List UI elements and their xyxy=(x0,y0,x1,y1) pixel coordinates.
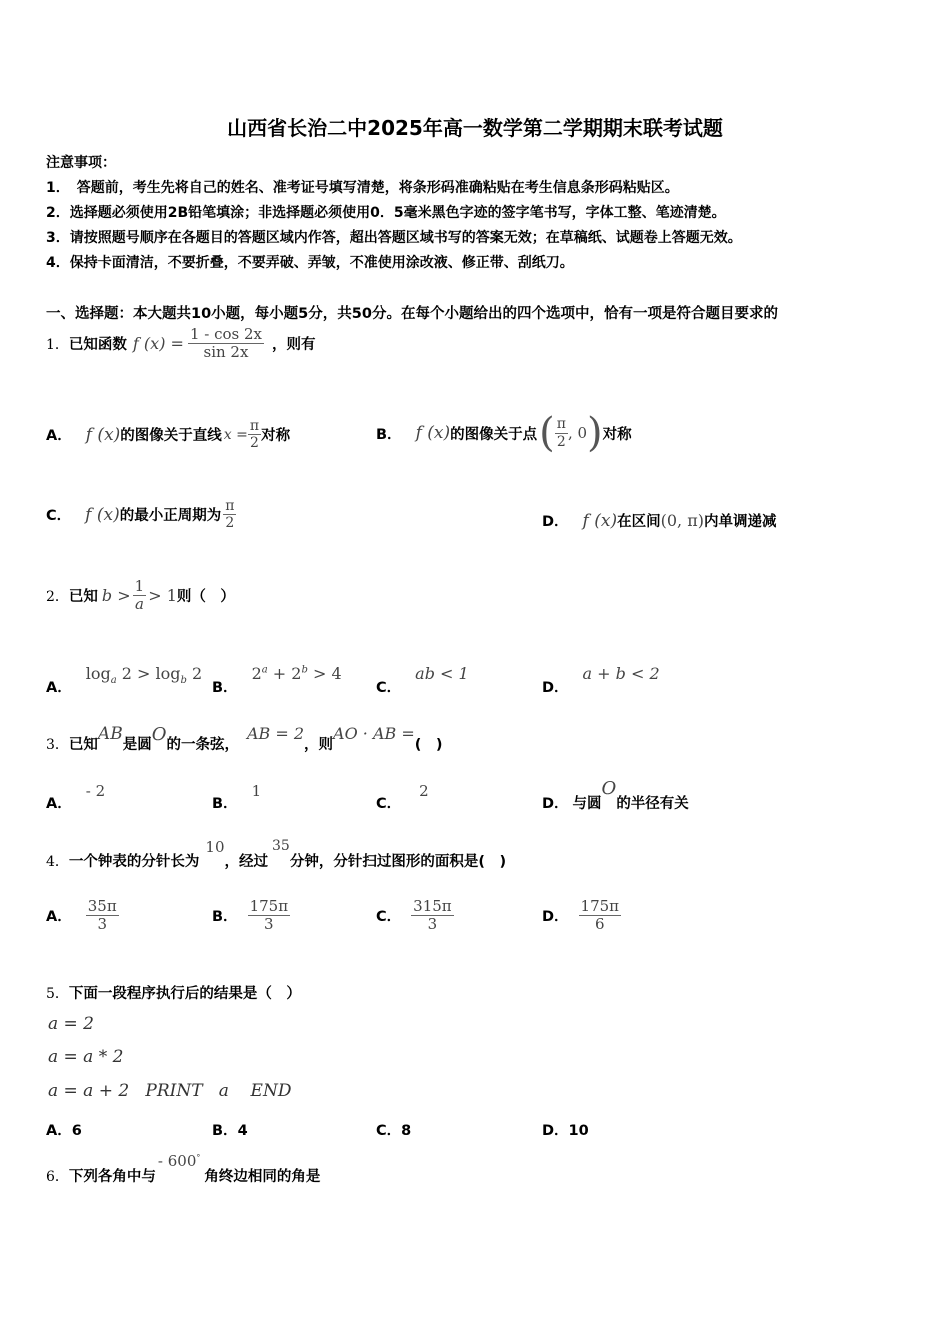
fraction xyxy=(188,326,264,362)
fraction-numerator: 315π xyxy=(413,897,452,915)
fraction xyxy=(133,578,147,614)
interval: (0, π) xyxy=(660,511,704,530)
function-expr: f (x) xyxy=(85,424,121,445)
question-text: 下面一段程序执行后的结果是（ ） xyxy=(68,986,301,1002)
subscript: a xyxy=(110,675,117,687)
option-text: 内单调递减 xyxy=(703,514,777,530)
fraction xyxy=(579,898,622,934)
math-expr: ab < 1 xyxy=(415,664,469,683)
option-b[interactable] xyxy=(376,410,632,456)
option-label: A． xyxy=(46,796,72,812)
question-text: ，则有 xyxy=(272,337,316,354)
math-value: 10 xyxy=(205,838,225,856)
option-text: 的图像关于点 xyxy=(450,426,538,443)
option-label: A． xyxy=(46,680,72,696)
option-text: 的半径有关 xyxy=(616,796,689,812)
answer-value: 2 xyxy=(419,782,429,800)
option-label: B． xyxy=(212,796,238,812)
option-text: 的图像关于直线 xyxy=(120,428,222,445)
answer-value: - 2 xyxy=(85,782,106,800)
option-text: 与圆 xyxy=(572,796,602,812)
fraction-denominator: 3 xyxy=(427,915,438,934)
option-label: D． xyxy=(542,514,569,530)
option-label: D． xyxy=(542,1123,569,1139)
question-number: 5． xyxy=(46,986,69,1002)
left-paren: ( xyxy=(539,410,555,456)
fraction-numerator: 35π xyxy=(87,897,117,915)
question-text: 已知 xyxy=(68,737,98,753)
option-label: C． xyxy=(376,680,402,696)
math-part: 2 xyxy=(186,664,203,683)
option-label: D． xyxy=(542,680,569,696)
option-label: B． xyxy=(376,426,402,443)
fraction xyxy=(248,418,261,451)
math-expr: AO · AB = xyxy=(333,724,415,743)
option-text: 对称 xyxy=(261,428,291,445)
function-expr: f (x) = xyxy=(132,334,184,354)
option-c[interactable] xyxy=(376,782,429,813)
right-paren: ) xyxy=(587,410,603,456)
fraction-denominator: 2 xyxy=(250,435,259,452)
option-b[interactable] xyxy=(212,898,290,934)
option-a[interactable] xyxy=(46,664,202,697)
fraction xyxy=(248,898,291,934)
question-text: ，经过 xyxy=(224,854,269,870)
fraction-denominator: 6 xyxy=(595,915,605,934)
question-number: 3． xyxy=(46,737,69,753)
question-number: 4． xyxy=(46,854,69,870)
option-a[interactable] xyxy=(46,1119,82,1140)
math-expr: a + b < 2 xyxy=(582,664,660,683)
fraction-denominator: 3 xyxy=(97,915,107,934)
fraction xyxy=(223,498,236,531)
answer-value: 10 xyxy=(568,1123,589,1139)
question-number: 2． xyxy=(46,588,69,605)
option-b[interactable] xyxy=(212,664,342,697)
math-expr: b > xyxy=(101,586,131,606)
option-d[interactable] xyxy=(542,778,689,813)
section-heading: 一、选择题：本大题共10小题，每小题5分，共50分。在每个小题给出的四个选项中，恰有一项是符合题目要求的 xyxy=(46,306,778,322)
math-expr xyxy=(252,664,342,683)
math-expr: O xyxy=(151,724,167,745)
option-c[interactable] xyxy=(376,1119,411,1140)
fraction-numerator: 175π xyxy=(580,897,620,915)
math-part: 2 > log xyxy=(116,664,181,683)
option-c[interactable] xyxy=(46,498,236,531)
superscript: b xyxy=(301,664,308,676)
code-line: a = a * 2 xyxy=(48,1047,124,1067)
option-text: 的最小正周期为 xyxy=(119,508,222,525)
fraction-numerator: π xyxy=(249,418,260,434)
math-expr: x = xyxy=(223,426,248,443)
option-label: D． xyxy=(542,796,569,812)
option-label: A． xyxy=(46,1123,72,1139)
question-text: 角终边相同的角是 xyxy=(204,1169,321,1185)
fraction-denominator: sin 2x xyxy=(203,343,249,362)
math-expr: , 0 xyxy=(567,424,588,442)
question-text: ，则 xyxy=(304,737,334,753)
question-text: 已知 xyxy=(68,589,98,606)
fraction-numerator: 175π xyxy=(249,897,289,915)
question-text: 已知函数 xyxy=(68,337,127,354)
question-6 xyxy=(46,1152,320,1186)
math-expr: AB = 2 xyxy=(246,724,305,743)
notice-item: 2．选择题必须使用2B铅笔填涂；非选择题必须使用0．5毫米黑色字迹的签字笔书写，字体工整、笔迹清楚。 xyxy=(46,205,726,221)
fraction-denominator: 3 xyxy=(264,915,274,934)
math-part: 2 xyxy=(251,664,262,683)
question-number: 1． xyxy=(46,336,69,353)
math-expr xyxy=(86,664,202,686)
fraction xyxy=(411,898,454,934)
option-d[interactable] xyxy=(542,510,776,531)
angle-number: - 600 xyxy=(157,1152,197,1170)
option-label: D． xyxy=(542,909,569,926)
question-4 xyxy=(46,838,506,871)
option-b[interactable] xyxy=(212,782,261,813)
fraction xyxy=(555,416,568,449)
option-label: C． xyxy=(376,909,402,926)
function-expr: f (x) xyxy=(415,423,451,443)
option-d[interactable] xyxy=(542,898,621,934)
question-5 xyxy=(46,982,301,1003)
option-c[interactable] xyxy=(376,898,454,934)
question-2 xyxy=(46,578,235,614)
math-expr: AB xyxy=(97,724,123,744)
function-expr: f (x) xyxy=(582,510,618,531)
answer-value: 1 xyxy=(251,782,262,800)
question-text: 分钟，分针扫过图形的面积是( ) xyxy=(289,854,507,870)
option-text: 在区间 xyxy=(617,514,661,530)
option-a[interactable] xyxy=(46,898,119,934)
answer-value: 6 xyxy=(71,1123,82,1139)
question-3 xyxy=(46,724,443,754)
option-d[interactable] xyxy=(542,664,660,697)
fraction-denominator: 2 xyxy=(225,515,235,532)
question-1 xyxy=(46,326,316,362)
question-text: 一个钟表的分针长为 xyxy=(68,854,200,870)
fraction-numerator: π xyxy=(225,498,235,514)
fraction xyxy=(86,898,119,934)
option-b[interactable] xyxy=(212,1119,248,1140)
answer-value: 4 xyxy=(237,1123,248,1139)
page-title: 山西省长治二中2025年高一数学第二学期期末联考试题 xyxy=(227,116,723,140)
math-value: 35 xyxy=(272,838,290,854)
function-expr: f (x) xyxy=(85,504,120,525)
math-expr: > 1 xyxy=(148,586,177,606)
fraction-numerator: π xyxy=(556,416,566,433)
fraction-denominator: 2 xyxy=(556,433,566,450)
option-a[interactable] xyxy=(46,782,105,813)
option-label: B． xyxy=(212,1123,238,1139)
notice-item: 4．保持卡面清洁，不要折叠，不要弄破、弄皱，不准使用涂改液、修正带、刮纸刀。 xyxy=(46,255,574,271)
fraction-numerator: 1 - cos 2x xyxy=(189,325,262,343)
superscript: a xyxy=(261,664,268,676)
notice-item: 3．请按照题号顺序在各题目的答题区域内作答，超出答题区域书写的答案无效；在草稿纸、试题卷上答题无效。 xyxy=(46,230,742,246)
option-label: C． xyxy=(376,1123,402,1139)
option-d[interactable] xyxy=(542,1119,589,1140)
question-text: 是圆 xyxy=(122,737,152,753)
math-part: + 2 xyxy=(267,664,302,683)
option-label: B． xyxy=(212,909,238,926)
question-text: 则（ ） xyxy=(176,589,235,606)
question-text: 的一条弦， xyxy=(166,737,239,753)
math-expr: O xyxy=(601,778,617,799)
option-label: A． xyxy=(46,428,72,445)
question-text: ( ) xyxy=(414,737,443,753)
option-c[interactable] xyxy=(376,664,469,697)
notice-heading: 注意事项： xyxy=(46,155,116,171)
degree-symbol: ° xyxy=(196,1153,201,1162)
question-number: 6． xyxy=(46,1169,69,1185)
option-label: C． xyxy=(376,796,402,812)
notice-item: 1． 答题前，考生先将自己的姓名、准考证号填写清楚，将条形码准确粘贴在考生信息条形码粘贴区。 xyxy=(46,180,679,196)
math-part: log xyxy=(85,664,111,683)
question-text: 下列各角中与 xyxy=(68,1169,156,1185)
angle-value xyxy=(158,1152,200,1170)
math-part: > 4 xyxy=(307,664,342,683)
option-label: A． xyxy=(46,909,72,926)
option-label: B． xyxy=(212,680,238,696)
option-label: C． xyxy=(46,508,72,525)
code-line: a = a + 2 PRINT a END xyxy=(48,1081,292,1101)
fraction-numerator: 1 xyxy=(134,577,145,595)
code-line: a = 2 xyxy=(48,1014,95,1034)
fraction-denominator: a xyxy=(134,595,144,614)
answer-value: 8 xyxy=(401,1123,412,1139)
subscript: b xyxy=(180,675,187,687)
option-a[interactable] xyxy=(46,418,290,451)
option-text: 对称 xyxy=(602,426,632,443)
